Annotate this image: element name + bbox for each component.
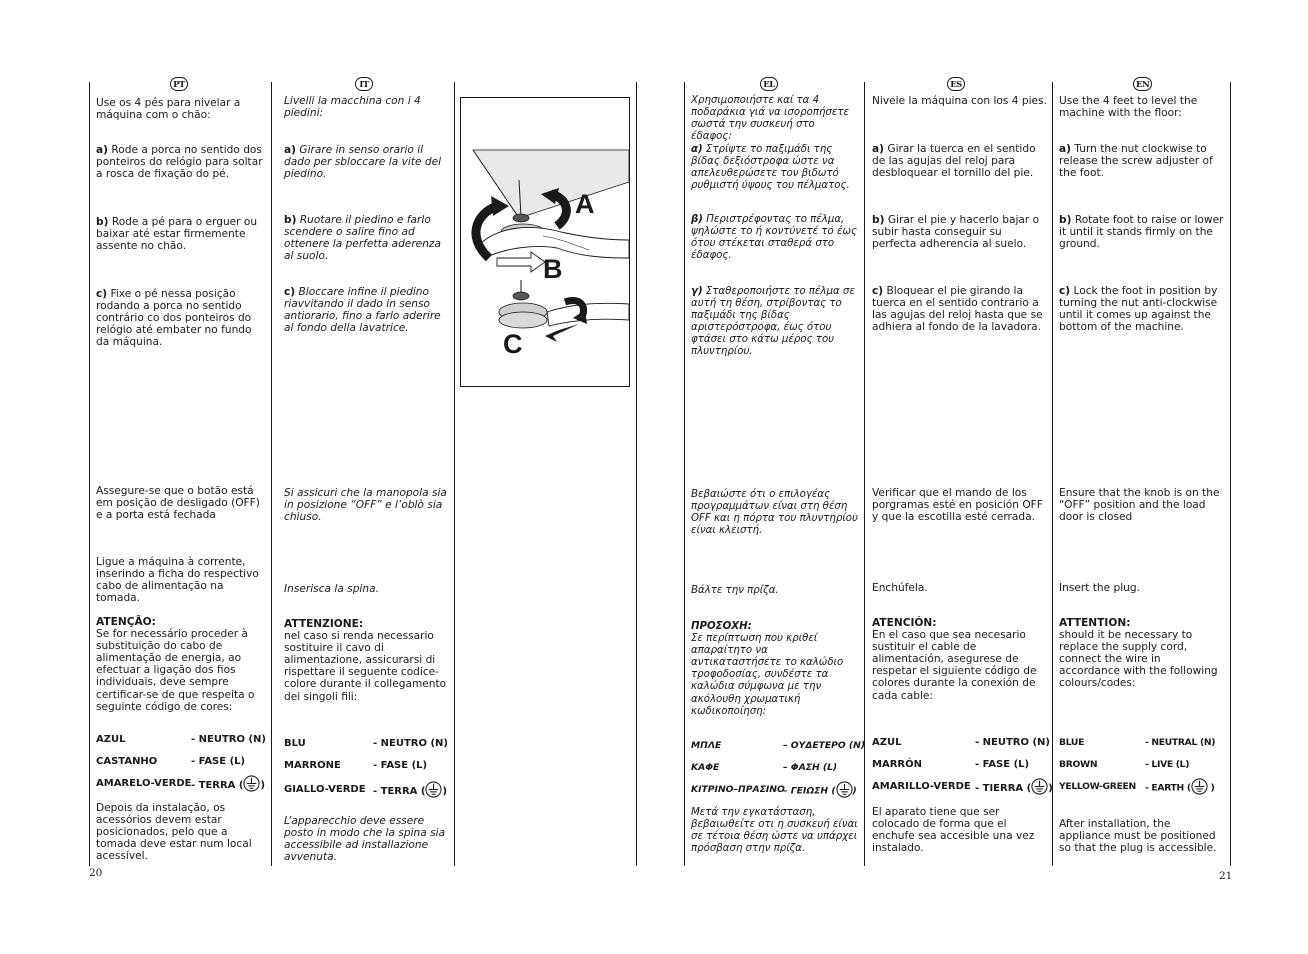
step-c: c) Fixe o pé nessa posição rodando a porca no sentido contrário co dos ponteiros do relógio até embater no fundo da máquina. bbox=[96, 288, 252, 349]
step-c: c) Bloccare infine il piedino riavvitando il dado in senso antiorario, fino a farlo aderire al fondo della lavatrice. bbox=[284, 286, 441, 335]
after-install: El aparato tiene que ser colocado de forma que el enchufe sea accesible una vez instalado. bbox=[872, 806, 1035, 855]
knob-check: Ensure that the knob is on the “OFF” position and the load door is closed bbox=[1059, 487, 1220, 524]
foot-adjust-drawing bbox=[461, 98, 629, 386]
page-number-right: 21 bbox=[1219, 870, 1233, 882]
step-a: a) Girare in senso orario il dado per sbloccare la vite del piedino. bbox=[284, 144, 442, 181]
step-a: a) Rode a porca no sentido dos ponteiros do relógio para soltar a rosca de fixação do pé. bbox=[96, 144, 263, 181]
label-b: B bbox=[543, 254, 563, 284]
knob-check: Assegure-se que o botão está em posição de desligado (OFF) e a porta está fechada bbox=[96, 485, 260, 522]
step-b: β) Περιστρέφοντας το πέλμα, ψηλώστε το ή κοντύνετέ το έως ότου στέκεται σταθερά στο έδαφος. bbox=[691, 214, 858, 262]
attention: ΠΡΟΣΟΧΗ: Σε περίπτωση που κριθεί απαραίτητο να αντικαταστήσετε το καλώδιο τροφοδοσίας, συνδέστε τα καλώδια σύμφωνα με την ακόλουθη χρωματική κωδικοποίηση: bbox=[691, 621, 844, 717]
attention: ATENCIÓN: En el caso que sea necesario sustituir el cable de alimentación, asegurese de respetar el siguiente código de colores durante la conexión de cada cable: bbox=[872, 617, 1037, 702]
step-b: b) Rode a pé para o erguer ou baixar até estar firmemente assente no chão. bbox=[96, 216, 258, 253]
step-a: a) Girar la tuerca en el sentido de las agujas del reloj para desbloquear el tornillo del pie. bbox=[872, 143, 1036, 180]
knob-check: Verificar que el mando de los porgramas esté en posición OFF y que la escotilla esté cerrada. bbox=[872, 487, 1043, 524]
column-rule bbox=[684, 82, 685, 866]
attention: ATTENTION: should it be necessary to replace the supply cord, connect the wire in accordance with the following colours/codes: bbox=[1059, 617, 1218, 690]
step-c: c) Lock the foot in position by turning the nut anti-clockwise until it comes up against the bottom of the machine. bbox=[1059, 285, 1218, 334]
level-intro: Use os 4 pés para nivelar a máquina com o chão: bbox=[96, 97, 241, 122]
level-intro: Livelli la macchina con i 4 piedini: bbox=[284, 95, 421, 120]
label-a: A bbox=[575, 189, 595, 219]
level-intro: Use the 4 feet to level the machine with the floor: bbox=[1059, 95, 1198, 120]
label-c: C bbox=[503, 329, 523, 359]
language-badge-en: EN bbox=[1133, 72, 1152, 91]
column-rule bbox=[1052, 82, 1053, 866]
page-gutter-rule bbox=[636, 82, 637, 866]
earth-icon bbox=[1191, 778, 1208, 795]
earth-icon bbox=[425, 781, 442, 798]
after-install: After installation, the appliance must be positioned so that the plug is accessible. bbox=[1059, 818, 1217, 855]
attention: ATENÇÃO: Se for necessário proceder à substituição do cabo de alimentação de energia, ao efectuar a ligação dos fios individuais, deve sempre certificar-se de que respeita o seguinte código de cores: bbox=[96, 616, 255, 713]
knob-check: Si assicuri che la manopola sia in posizione “OFF” e l’oblò sia chiuso. bbox=[284, 487, 447, 524]
step-b: b) Girar el pie y hacerlo bajar o subir hasta conseguir su perfecta adherencia al suelo. bbox=[872, 214, 1040, 251]
column-rule bbox=[454, 82, 455, 866]
after-install: Μετά την εγκατάσταση, βεβαιωθείτε οτι η συσκευή είναι σε τέτοια θέση ώστε να υπάρχει πρόσβαση στην πρίζα. bbox=[691, 807, 858, 855]
step-a: a) Turn the nut clockwise to release the screw adjuster of the foot. bbox=[1059, 143, 1213, 180]
language-badge-el: EL bbox=[760, 72, 778, 91]
language-badge-it: IT bbox=[355, 72, 373, 91]
page-number-left: 20 bbox=[89, 867, 103, 879]
column-rule bbox=[89, 82, 90, 866]
earth-icon bbox=[1031, 778, 1048, 795]
step-b: b) Rotate foot to raise or lower it until it stands firmly on the ground. bbox=[1059, 214, 1224, 251]
step-c: c) Bloquear el pie girando la tuerca en el sentido contrario a las agujas del reloj hasta que se adhiera al fondo de la lavadora. bbox=[872, 285, 1043, 334]
step-a: α) Στρίψτε το παξιμάδι της βίδας δεξιόστροφα ώστε να απελευθερώσετε τον βιδωτό ρυθμιστή ύψους του πέλματος. bbox=[691, 144, 850, 192]
level-intro: Nivele la máquina con los 4 pies. bbox=[872, 95, 1047, 107]
earth-icon bbox=[836, 781, 853, 798]
column-rule bbox=[271, 82, 272, 866]
after-install: Depois da instalação, os acessórios devem estar posicionados, pelo que a tomada deve estar num local acessível. bbox=[96, 802, 252, 863]
step-c: γ) Σταθεροποιήστε το πέλμα σε αυτή τη θέση, στρίβοντας το παξιμάδι της βίδας αριστερόστροφα, έως ότου φτάσει στο κάτω μέρος του πλυντηρίου. bbox=[691, 286, 855, 358]
leveling-feet-illustration bbox=[460, 97, 630, 387]
after-install: L’apparecchio deve essere posto in modo che la spina sia accessibile ad installazione avvenuta. bbox=[284, 815, 446, 864]
column-rule bbox=[1230, 82, 1231, 866]
plug-in: Ligue a máquina à corrente, inserindo a ficha do respectivo cabo de alimentação na tomada. bbox=[96, 556, 259, 605]
knob-check: Βεβαιώστε ότι ο επιλογέας προγραμμάτων είναι στη θέση OFF και η πόρτα του πλυντηρίου είναι κλειστή. bbox=[691, 489, 858, 537]
plug-in: Inserisca la spina. bbox=[284, 583, 379, 595]
level-intro: Χρησιμοποιήστε καί τα 4 ποδαράκια γιά να ισοροπήσετε σωστά την συσκευή στο έδαφος: bbox=[691, 95, 850, 143]
step-b: b) Ruotare il piedino e farlo scendere o salire fino ad ottenere la perfetta aderenza al suolo. bbox=[284, 214, 441, 263]
plug-in: Insert the plug. bbox=[1059, 582, 1140, 594]
plug-in: Enchúfela. bbox=[872, 582, 928, 594]
plug-in: Βάλτε την πρίζα. bbox=[691, 585, 779, 596]
language-badge-pt: PT bbox=[170, 72, 188, 91]
attention: ATTENZIONE: nel caso si renda necessario sostituire il cavo di alimentazione, assicurarsi di rispettare il seguente codice-colore durante il collegamento dei singoli fili: bbox=[284, 618, 447, 703]
language-badge-es: ES bbox=[947, 72, 965, 91]
earth-icon bbox=[243, 775, 260, 792]
